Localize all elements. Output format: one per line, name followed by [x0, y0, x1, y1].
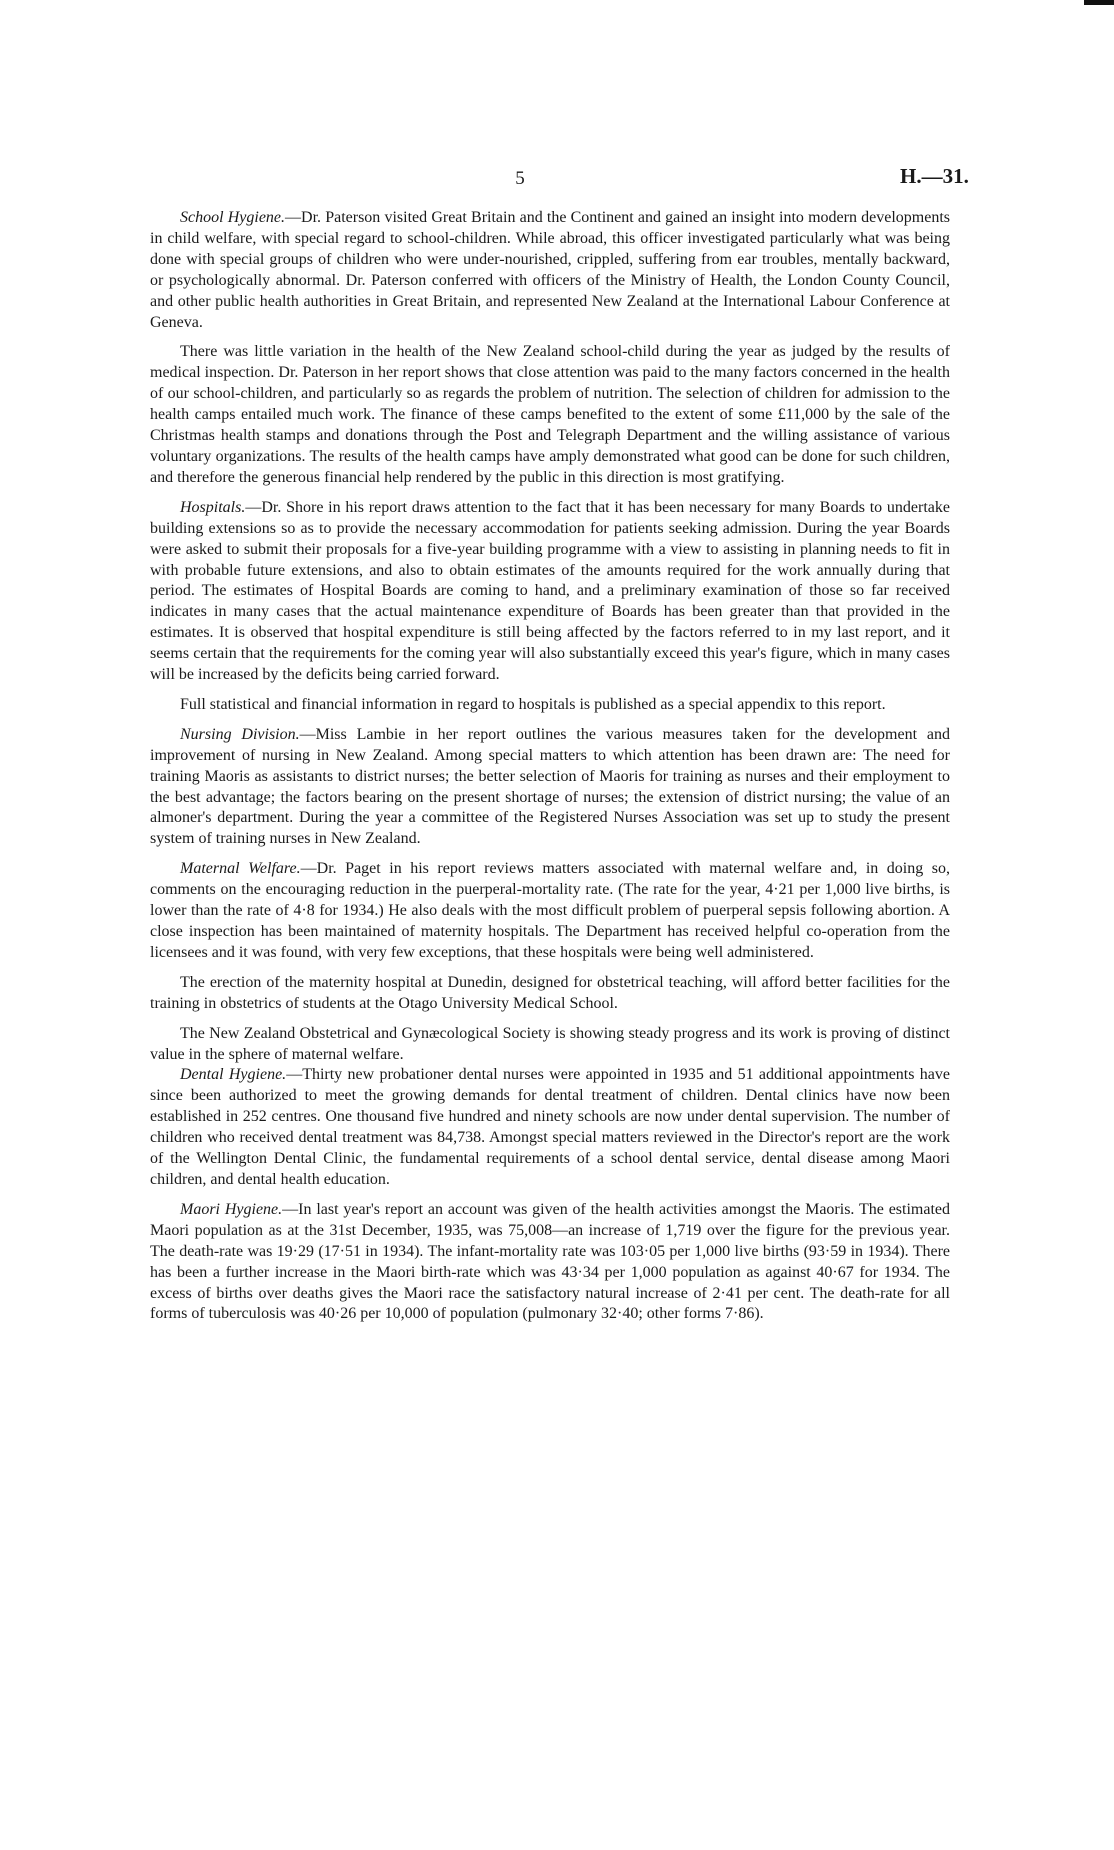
paragraph-hospital-statistics [150, 695, 950, 716]
body-text [150, 208, 950, 1334]
paragraph-heading: Maternal Welfare. [180, 860, 301, 878]
paragraph-heading: Maori Hygiene. [180, 1200, 283, 1218]
paragraph-text: —Dr. Paterson visited Great Britain and the Continent and gained an insight into modern developments in child welfare, with special regard to school-children. While abroad, this officer investigated particularly what was being done with special groups of children who were under-nourished, crippled, suffering from ear troubles, mentally backward, or psychologically abnormal. Dr. Paterson conferred with officers of the Ministry of Health, the London County Council, and other public health authorities in Great Britain, and represented New Zealand at the International Labour Conference at Geneva. [150, 209, 950, 331]
paragraph-obstetrical-society [150, 1024, 950, 1066]
paragraph-maternal-welfare [150, 859, 950, 964]
corner-mark [1084, 0, 1114, 5]
paragraph-text: —In last year's report an account was given of the health activities amongst the Maoris. The estimated Maori population as at the 31st December, 1935, was 75,008—an increase of 1,719 over the figure for the previous year. The death-rate was 19·29 (17·51 in 1934). The infant-mortality rate was 103·05 per 1,000 live births (93·59 in 1934). There has been a further increase in the Maori birth-rate which was 43·34 per 1,000 population as against 40·67 for 1934. The excess of births over deaths gives the Maori race the satisfactory natural increase of 2·41 per cent. The death-rate for all forms of tuberculosis was 40·26 per 10,000 of population (pulmonary 32·40; other forms 7·86). [150, 1200, 951, 1323]
paragraph-heading: Hospitals. [180, 498, 246, 516]
paragraph-text: —Thirty new probationer dental nurses were appointed in 1935 and 51 additional appointments have since been authorized to meet the growing demands for dental treatment of children. Dental clinics have now been established in 252 centres. One thousand five hundred and ninety schools are now under dental supervision. The number of children who received dental treatment was 84,738. Amongst special matters reviewed in the Director's report are the work of the Wellington Dental Clinic, the fundamental requirements of a school dental service, dental disease among Maori children, and dental health education. [150, 1066, 950, 1188]
paragraph-school-hygiene [150, 208, 950, 333]
paragraph-heading: School Hygiene. [180, 209, 286, 226]
paragraph-text: Full statistical and financial information in regard to hospitals is published as a special appendix to this report. [180, 695, 886, 713]
paragraph-text: The New Zealand Obstetrical and Gynæcological Society is showing steady progress and its work is proving of distinct value in the sphere of maternal welfare. [150, 1024, 950, 1063]
paragraph-maori-hygiene [150, 1200, 950, 1325]
page-number: 5 [515, 168, 525, 189]
paragraph-nursing-division [150, 725, 950, 850]
paragraph-dunedin-hospital [150, 973, 950, 1015]
paragraph-health-camps [150, 342, 950, 488]
paragraph-text: —Dr. Shore in his report draws attention to the fact that it has been necessary for many Boards to undertake building extensions so as to provide the necessary accommodation for patients seeking admission. During the year Boards were asked to submit their proposals for a five-year building programme with a view to assisting in planning needs to fit in with probable future extensions, and also to obtain estimates of the amounts required for the work annually during that period. The estimates of Hospital Boards are coming to hand, and a preliminary examination of those so far received indicates in many cases that the actual maintenance expenditure of Boards has been greater than that provided in the estimates. It is observed that hospital expenditure is still being affected by the factors referred to in my last report, and it seems certain that the requirements for the coming year will also substantially exceed this year's figure, which in many cases will be increased by the deficits being carried forward. [150, 498, 950, 684]
paragraph-dental-hygiene [150, 1065, 950, 1190]
paragraph-heading: Nursing Division. [180, 725, 300, 743]
paragraph-hospitals [150, 498, 950, 686]
paragraph-heading: Dental Hygiene. [180, 1066, 287, 1084]
document-code: H.—31. [900, 164, 969, 188]
paragraph-text: —Miss Lambie in her report outlines the various measures taken for the development and improvement of nursing in New Zealand. Among special matters to which attention has been drawn are: The need for training Maoris as assistants to district nurses; the better selection of Maoris for training as nurses and their employment to the best advantage; the factors bearing on the present shortage of nurses; the extension of district nursing; the value of an almoner's department. During the year a committee of the Registered Nurses Association was set up to study the present system of training nurses in New Zealand. [150, 725, 950, 848]
paragraph-text: The erection of the maternity hospital at Dunedin, designed for obstetrical teaching, will afford better facilities for the training in obstetrics of students at the Otago University Medical School. [150, 973, 950, 1012]
paragraph-text: —Dr. Paget in his report reviews matters associated with maternal welfare and, in doing so, comments on the encouraging reduction in the puerperal-mortality rate. (The rate for the year, 4·21 per 1,000 live births, is lower than the rate of 4·8 for 1934.) He also deals with the most difficult problem of puerperal sepsis following abortion. A close inspection has been maintained of maternity hospitals. The Department has received helpful co-operation from the licensees and it was found, with very few exceptions, that these hospitals were being well administered. [150, 860, 950, 961]
paragraph-text: There was little variation in the health of the New Zealand school-child during the year as judged by the results of medical inspection. Dr. Paterson in her report shows that close attention was paid to the many factors concerned in the health of our school-children, and particularly so as regards the problem of nutrition. The selection of children for admission to the health camps entailed much work. The finance of these camps benefited to the extent of some £11,000 by the sale of the Christmas health stamps and donations through the Post and Telegraph Department and the willing assistance of various voluntary organizations. The results of the health camps have amply demonstrated what good can be done for such children, and therefore the generous financial help rendered by the public in this direction is most gratifying. [150, 343, 950, 486]
